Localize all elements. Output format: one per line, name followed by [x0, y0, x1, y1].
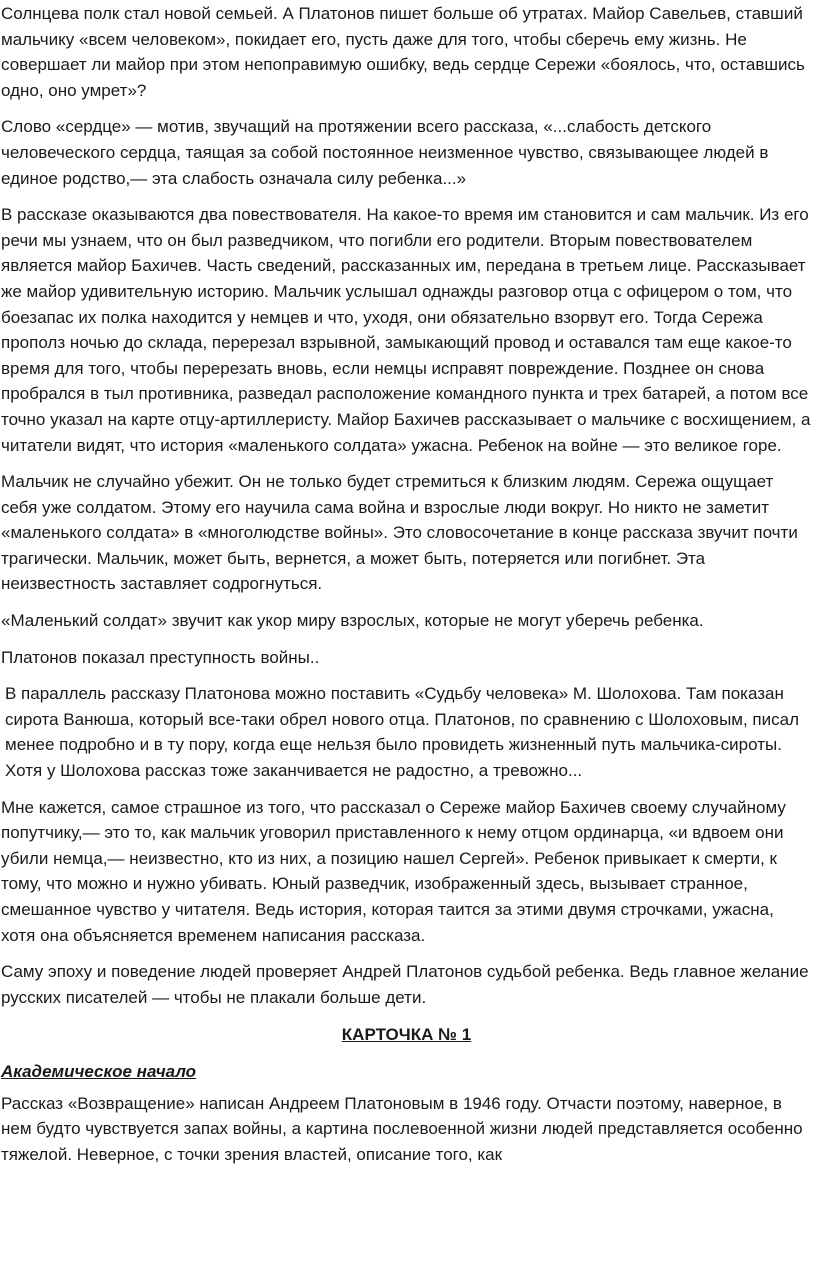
- card-heading: КАРТОЧКА № 1: [341, 1025, 472, 1045]
- paragraph: В параллель рассказу Платонова можно поставить «Судьбу человека» М. Шолохова. Там показан сирота Ванюша, который все-таки обрел нового отца. Платонов, по сравнению с Шолоховым, писал менее подробно и в ту пору, когда еще нельзя было провидеть жизненный путь мальчика-сироты. Хотя у Шолохова рассказ тоже заканчивается не радостно, а тревожно...: [5, 684, 800, 781]
- paragraph: В рассказе оказываются два повествователя. На какое-то время им становится и сам мальчик. Из его речи мы узнаем, что он был разведчиком, что погибли его родители. Вторым повествователем является майор Бахичев. Часть сведений, рассказанных им, передана в третьем лице. Рассказывает же майор удивительную историю. Мальчик услышал однажды разговор отца с офицером о том, что боезапас их полка находится у немцев и что, уходя, они обязательно взорвут его. Тогда Сережа прополз ночью до склада, перерезал взрывной, замыкающий провод и оставался там еще какое-то время для того, чтобы перерезать вновь, если немцы исправят повреждение. Позднее он снова пробрался в тыл противника, разведал расположение командного пункта и трех батарей, а потом все точно указал на карте отцу-артиллеристу. Майор Бахичев рассказывает о мальчике с восхищением, а читатели видят, что история «маленького солдата» ужасна. Ребенок на войне — это великое горе.: [1, 205, 811, 455]
- paragraph: Мальчик не случайно убежит. Он не только будет стремиться к близким людям. Сережа ощущает себя уже солдатом. Этому его научила сама война и взрослые люди вокруг. Но никто не заметит «маленького солдата» в «многолюдстве войны». Это словосочетание в конце рассказа звучит почти трагически. Мальчик, может быть, вернется, а может быть, потеряется или погибнет. Эта неизвестность заставляет содрогнуться.: [1, 472, 798, 594]
- paragraph: Рассказ «Возвращение» написан Андреем Платоновым в 1946 году. Отчасти поэтому, наверное, в нем будто чувствуется запах войны, а картина послевоенной жизни людей представляется особенно тяжелой. Неверное, с точки зрения властей, описание того, как: [1, 1093, 803, 1164]
- section-subheading: Академическое начало: [1, 1061, 197, 1081]
- paragraph: Слово «сердце» — мотив, звучащий на протяжении всего рассказа, «...слабость детского человеческого сердца, таящая за собой постоянное неизменное чувство, связывающее людей в единое родство,— эта слабость означала силу ребенка...»: [1, 117, 769, 188]
- paragraph: «Маленький солдат» звучит как укор миру взрослых, которые не могут уберечь ребенка.: [1, 611, 704, 631]
- paragraph: Саму эпоху и поведение людей проверяет Андрей Платонов судьбой ребенка. Ведь главное желание русских писателей — чтобы не плакали больше дети.: [1, 962, 809, 1007]
- paragraph: Солнцева полк стал новой семьей. А Платонов пишет больше об утратах. Майор Савельев, ставший мальчику «всем человеком», покидает его, пусть даже для того, чтобы сберечь ему жизнь. Не совершает ли майор при этом непоправимую ошибку, ведь сердце Сережи «боялось, что, оставшись одно, оно умрет»?: [1, 4, 805, 100]
- paragraph: Платонов показал преступность войны..: [1, 647, 320, 667]
- paragraph: Мне кажется, самое страшное из того, что рассказал о Сереже майор Бахичев своему случайному попутчику,— это то, как мальчик уговорил приставленного к нему отцом ординарца, «и вдвоем они убили немца,— неизвестно, кто из них, а позицию нашел Сергей». Ребенок привыкает к смерти, к тому, что можно и нужно убивать. Юный разведчик, изображенный здесь, вызывает странное, смешанное чувство у читателя. Ведь история, которая таится за этими двумя строчками, ужасна, хотя она объясняется временем написания рассказа.: [1, 797, 786, 945]
